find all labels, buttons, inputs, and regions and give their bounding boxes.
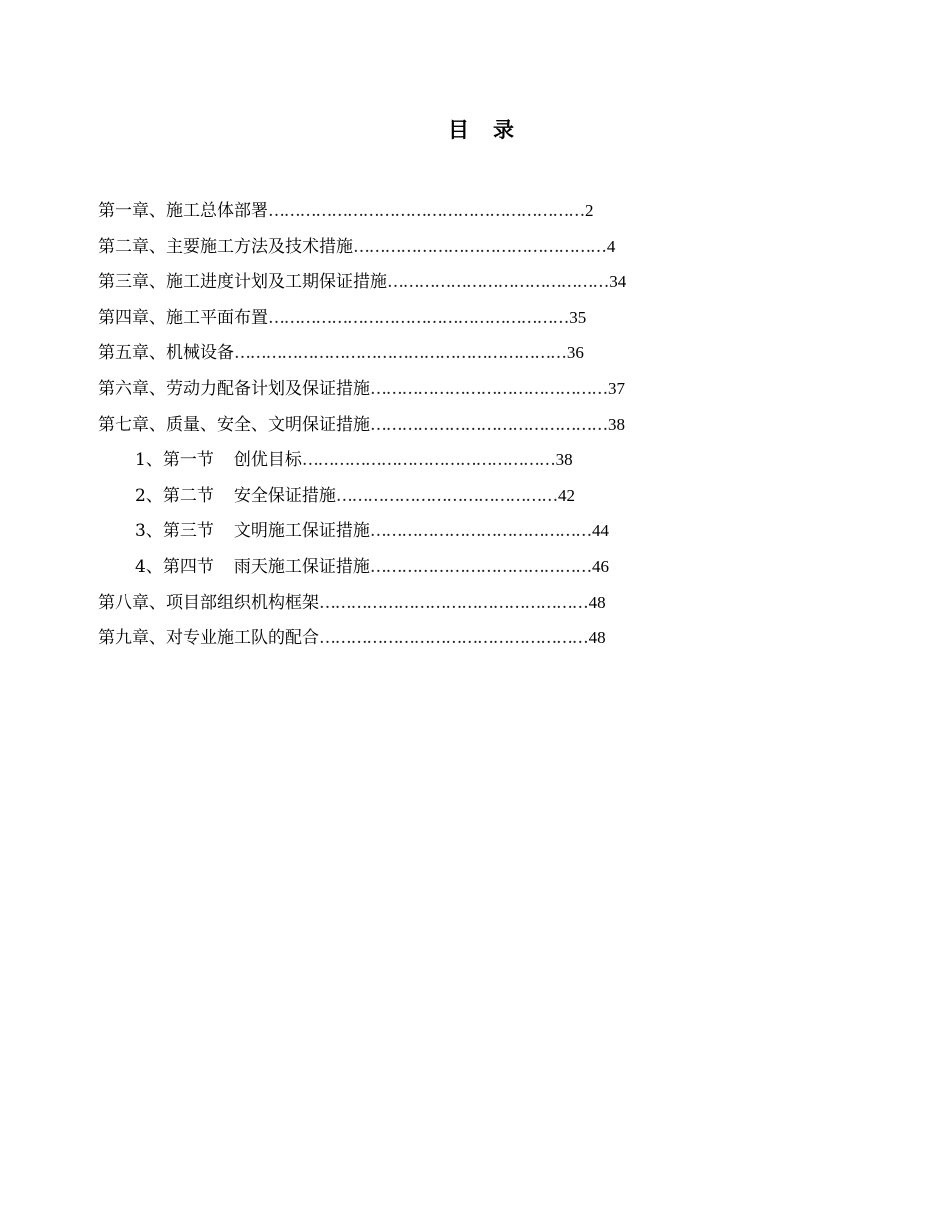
toc-page-number: 2 — [585, 201, 594, 220]
toc-entry-chapter-7[interactable] — [98, 407, 626, 443]
toc-page-number: 42 — [558, 485, 576, 505]
toc-entry-chapter-6[interactable] — [98, 371, 626, 407]
toc-page-number: 48 — [588, 628, 606, 648]
toc-section-name: 创优目标 — [233, 450, 302, 471]
toc-entry-label: 第七章、质量、安全、文明保证措施 — [98, 414, 370, 435]
toc-page-number: 44 — [592, 521, 610, 541]
toc-entry-label: 第九章、对专业施工队的配合 — [98, 628, 319, 649]
toc-leader-dots: …………………………………………………… — [268, 201, 585, 221]
page-title — [0, 114, 950, 144]
toc-section-name: 雨天施工保证措施 — [233, 556, 370, 577]
toc-page-number: 38 — [555, 450, 573, 470]
title-char-1: 目 — [448, 117, 469, 142]
toc-entry-section-3[interactable] — [98, 513, 626, 549]
toc-entry-section-4[interactable] — [98, 549, 626, 585]
toc-entry-chapter-9[interactable] — [98, 620, 626, 656]
toc-entry-chapter-2[interactable] — [98, 229, 626, 265]
toc-entry-chapter-5[interactable] — [98, 335, 626, 371]
toc-leader-dots: …………………………………………… — [319, 592, 588, 613]
toc-entry-chapter-3[interactable] — [98, 264, 626, 300]
toc-page-number: 38 — [608, 414, 626, 434]
toc-section-number: 4、第四节 — [135, 556, 214, 577]
toc-entry-chapter-1[interactable] — [98, 193, 626, 229]
toc-page-number: 34 — [609, 272, 627, 292]
toc-entry-label: 第二章、主要施工方法及技术措施 — [98, 236, 353, 257]
table-of-contents — [98, 193, 626, 656]
toc-leader-dots: ………………………………………… — [301, 450, 555, 471]
toc-leader-dots: ………………………………………………… — [268, 307, 569, 328]
toc-page-number: 4 — [606, 236, 616, 256]
toc-page-number: 37 — [608, 378, 626, 398]
toc-leader-dots: ………………………………………… — [353, 236, 606, 257]
toc-section-name: 文明施工保证措施 — [233, 521, 370, 542]
title-char-2: 录 — [493, 117, 514, 142]
toc-leader-dots: …………………………………… — [369, 556, 592, 577]
toc-entry-label: 第四章、施工平面布置 — [98, 307, 268, 328]
toc-leader-dots: ……………………………………………………… — [234, 343, 566, 364]
toc-entry-label: 第六章、劳动力配备计划及保证措施 — [98, 378, 370, 399]
toc-section-number: 2、第二节 — [135, 485, 214, 506]
toc-section-number: 3、第三节 — [135, 521, 214, 542]
toc-entry-label: 第三章、施工进度计划及工期保证措施 — [98, 272, 387, 293]
toc-page-number: 35 — [569, 307, 587, 327]
toc-entry-chapter-4[interactable] — [98, 300, 626, 336]
toc-section-number: 1、第一节 — [135, 450, 214, 471]
toc-entry-label: 第一章、施工总体部署 — [98, 201, 268, 221]
toc-entry-chapter-8[interactable] — [98, 585, 626, 621]
toc-page-number: 46 — [592, 556, 610, 576]
toc-leader-dots: …………………………………………… — [319, 628, 588, 649]
toc-entry-label: 第八章、项目部组织机构框架 — [98, 592, 319, 613]
toc-page-number: 36 — [566, 343, 584, 363]
toc-page-number: 48 — [588, 592, 606, 612]
toc-entry-section-2[interactable] — [98, 478, 626, 514]
toc-leader-dots: …………………………………… — [369, 521, 592, 542]
toc-entry-section-1[interactable] — [98, 442, 626, 478]
toc-leader-dots: ……………………………………… — [370, 378, 608, 399]
toc-section-name: 安全保证措施 — [233, 485, 336, 506]
toc-leader-dots: ……………………………………… — [370, 414, 608, 435]
toc-leader-dots: …………………………………… — [387, 272, 609, 293]
toc-entry-label: 第五章、机械设备 — [98, 343, 234, 364]
toc-leader-dots: …………………………………… — [335, 485, 558, 506]
